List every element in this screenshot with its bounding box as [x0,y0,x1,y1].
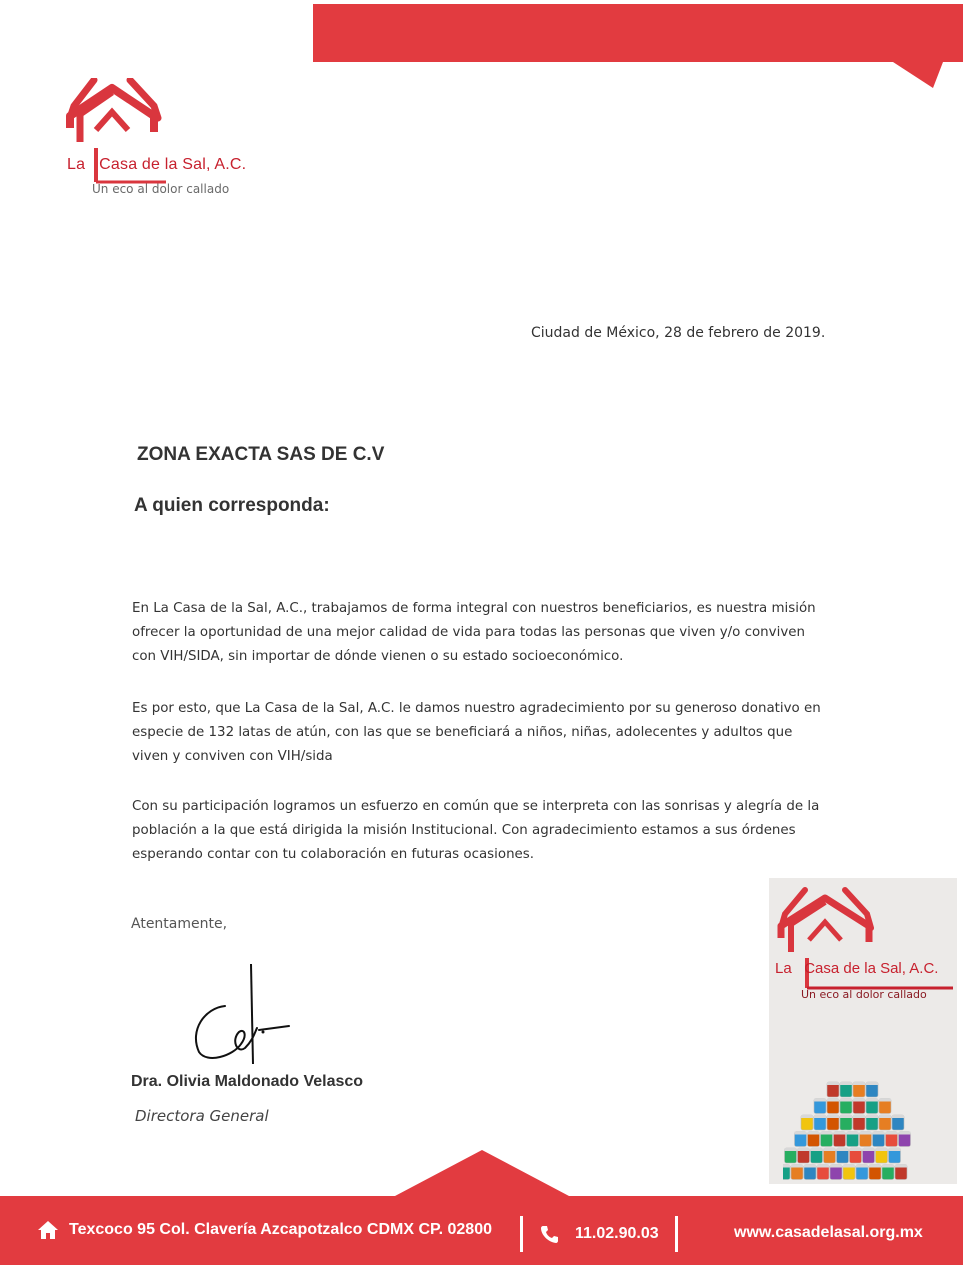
paragraph-closing: Con su participación logramos un esfuerzo en común que se interpreta con las sonrisas y alegría de la población a la que está dirigida la misión Institucional. Con agradecimiento estamos a sus órdenes esperando contar con tu colaboración en futuras ocasiones. [132,799,820,862]
tuna-can-lid [866,1099,878,1102]
paragraph-mission: En La Casa de la Sal, A.C., trabajamos de forma integral con nuestros beneficiarios, es nuestra misión ofrecer la oportunidad de una mejor calidad de vida para todas las personas que viven y/o conviven con VIH/SIDA, sin importar de dónde vienen o su estado socioeconómico. [132,601,816,664]
tuna-can-lid [827,1115,839,1118]
tuna-can-lid [879,1115,891,1118]
closing: Atentamente, [131,916,228,932]
paragraph-thanks: Es por esto, que La Casa de la Sal, A.C. le damos nuestro agradecimiento por su generoso donativo en especie de 132 latas de atún, con las que se beneficiará a niños, niñas, adolecentes y adultos que viven y conviven con VIH/sida [132,701,821,764]
tuna-can-lid [853,1099,865,1102]
letter-date: Ciudad de México, 28 de febrero de 2019. [531,325,826,341]
footer-phone [520,1216,678,1252]
tuna-can-lid [847,1132,859,1135]
handwritten-signature [185,960,295,1070]
tuna-can-lid [886,1132,898,1135]
tuna-can-lid [866,1082,878,1085]
salutation: A quien corresponda: [134,495,330,516]
phone-icon [539,1224,559,1244]
tuna-can-lid [795,1132,807,1135]
footer-separator [520,1216,523,1252]
tuna-can-lid [840,1082,852,1085]
tuna-can-lid [853,1082,865,1085]
photo-logo-name-main: Casa de la Sal, A.C. [804,960,939,977]
website-link[interactable]: www.casadelasal.org.mx [734,1224,923,1241]
logo-tagline: Un eco al dolor callado [92,182,230,196]
organization-logo [66,78,256,203]
tuna-can-lid [840,1115,852,1118]
tuna-can-lid [892,1115,904,1118]
logo-org-name [67,156,246,174]
phone-text[interactable]: 11.02.90.03 [575,1225,659,1242]
footer-address [37,1220,492,1240]
logo-name-prefix: La [67,156,86,173]
tuna-can-lid [899,1132,911,1135]
footer-separator [675,1216,678,1252]
signer-title: Directora General [135,1107,269,1125]
tuna-can-lid [866,1115,878,1118]
recipient: ZONA EXACTA SAS DE C.V [137,444,385,465]
tuna-can-lid [873,1132,885,1135]
tuna-can-lid [821,1132,833,1135]
footer [0,1148,963,1265]
photo-logo-org-name [775,960,938,977]
home-icon [37,1220,59,1240]
tuna-can-lid [801,1115,813,1118]
donation-photo [769,878,957,1184]
tuna-can-lid [834,1132,846,1135]
photo-logo-tagline: Un eco al dolor callado [801,988,927,1001]
tuna-can-lid [879,1099,891,1102]
photo-house-hands-logo-icon [775,884,955,1004]
photo-logo-name-prefix: La [775,960,792,977]
tuna-can-lid [814,1115,826,1118]
tuna-can-lid [814,1099,826,1102]
tuna-can-lid [827,1099,839,1102]
tuna-can-lid [840,1099,852,1102]
logo-name-main: Casa de la Sal, A.C. [99,156,247,173]
signer-name: Dra. Olivia Maldonado Velasco [131,1073,364,1090]
tuna-can-lid [853,1115,865,1118]
tuna-can-lid [808,1132,820,1135]
address-text: Texcoco 95 Col. Clavería Azcapotzalco CDMX CP. 02800 [69,1221,492,1238]
top-banner [313,0,963,90]
tuna-can-lid [827,1082,839,1085]
tuna-can-lid [860,1132,872,1135]
